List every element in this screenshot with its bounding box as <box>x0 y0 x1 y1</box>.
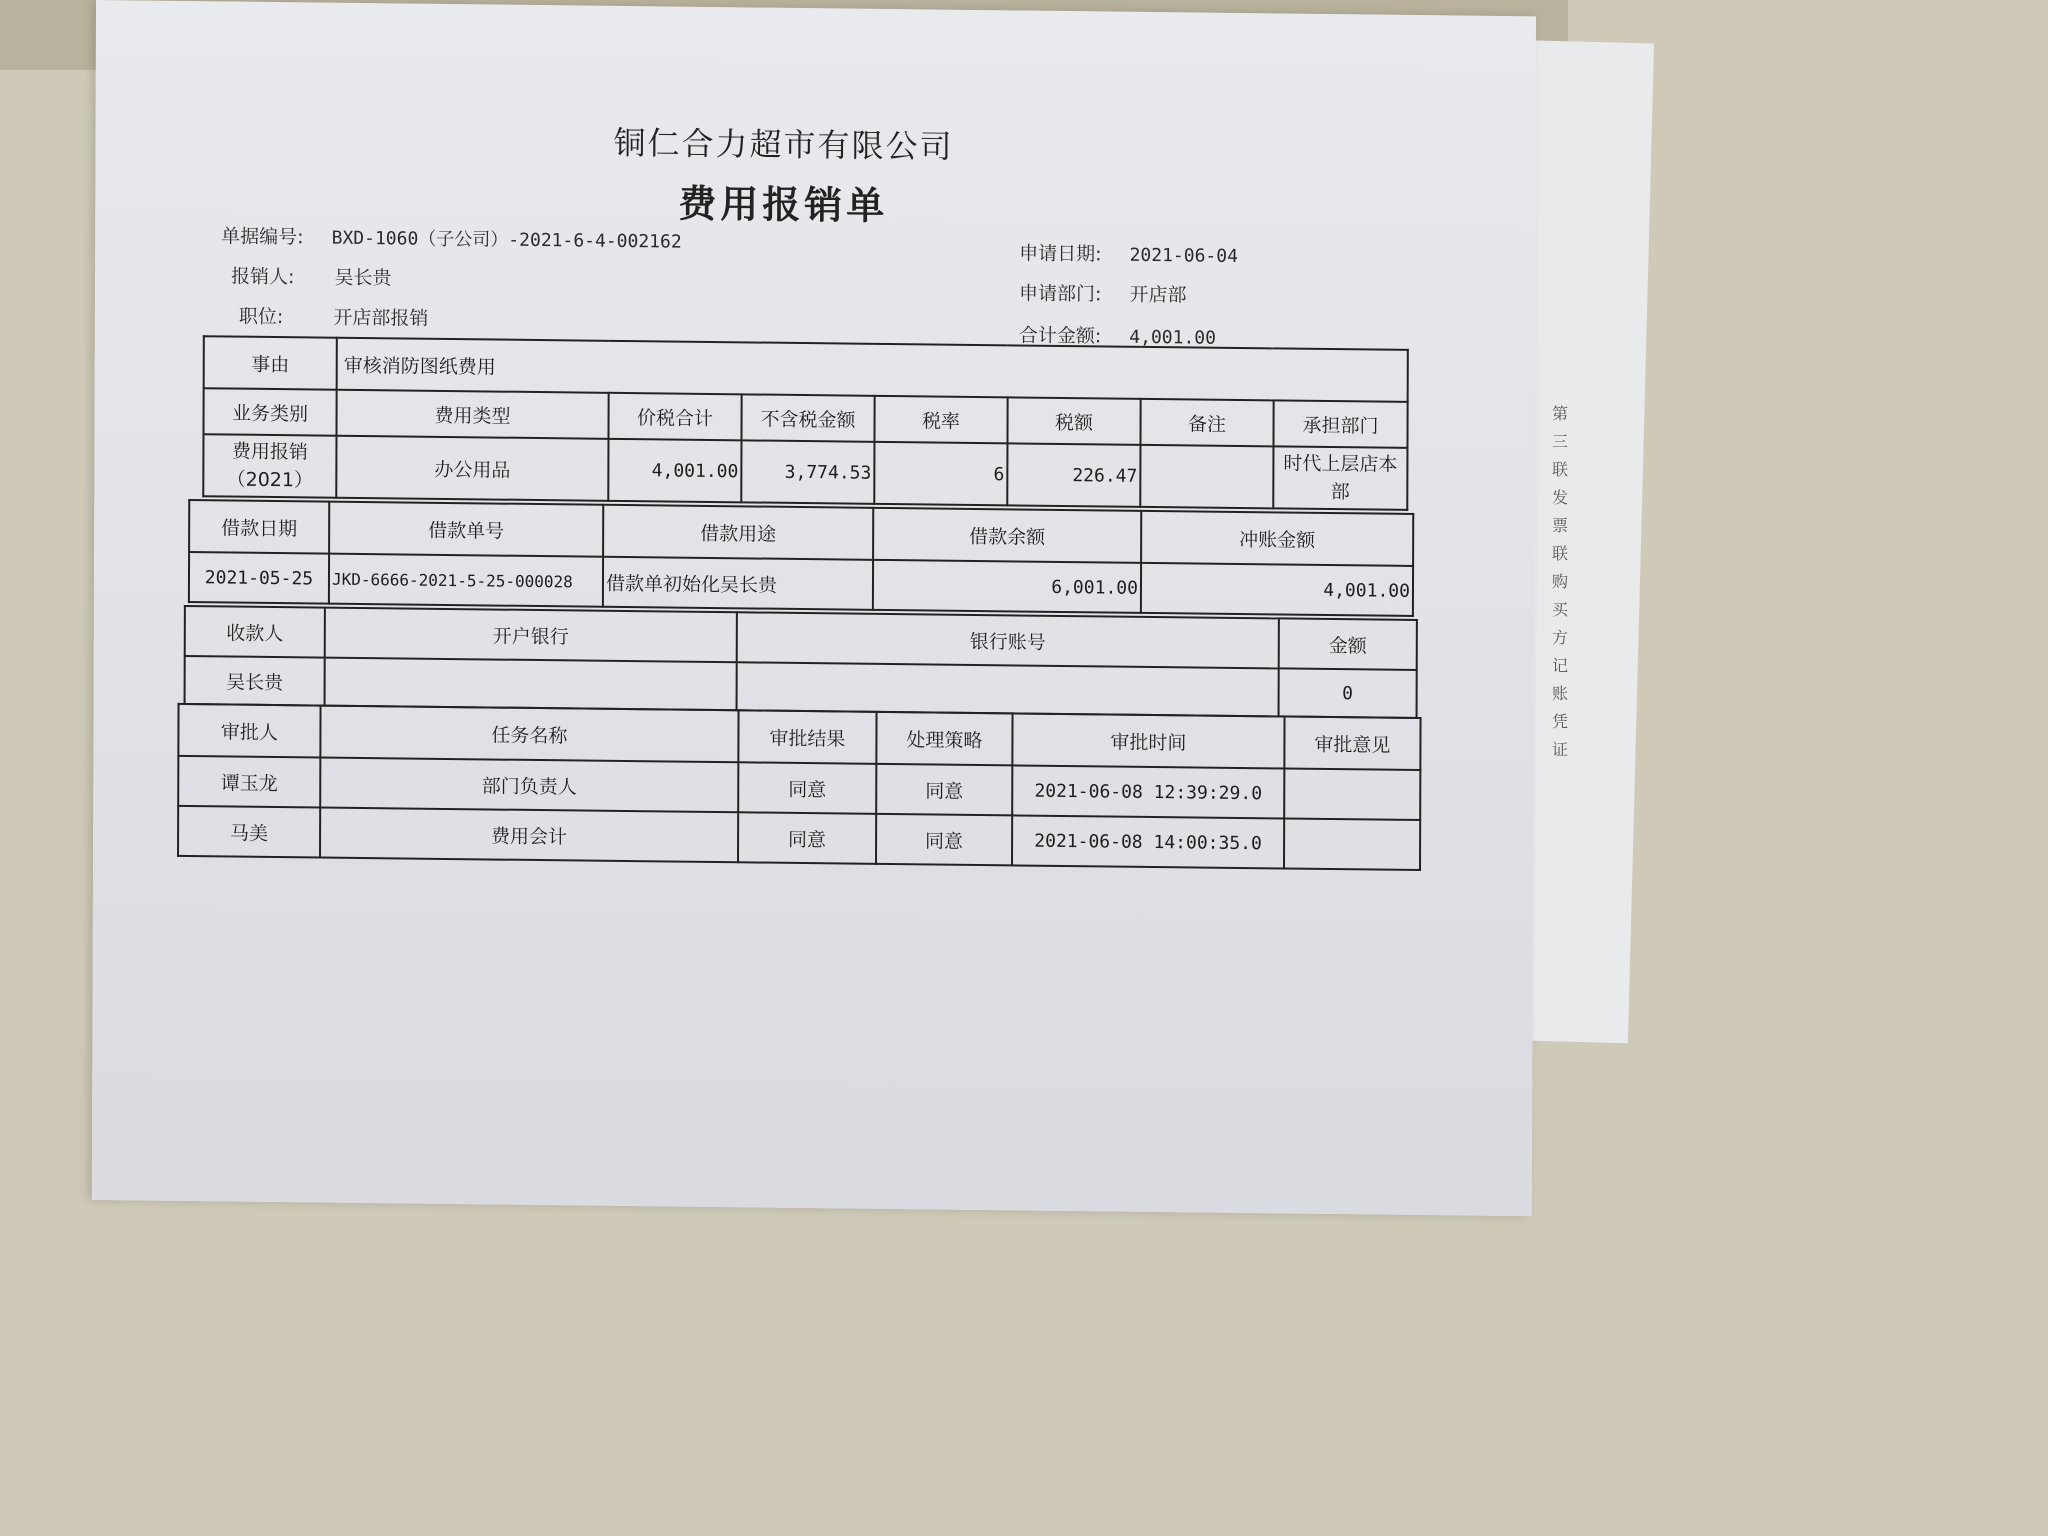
loan-balance-cell: 6,001.00 <box>873 560 1141 613</box>
approval-header-cell: 任务名称 <box>320 706 738 763</box>
approval-result-cell: 同意 <box>738 812 876 864</box>
approval-header-cell: 审批人 <box>178 704 320 758</box>
claimant-label: 报销人: <box>231 265 295 289</box>
payee-header-cell: 收款人 <box>185 606 325 658</box>
payee-header-cell: 开户银行 <box>325 608 737 663</box>
loan-number-cell: JKD-6666-2021-5-25-000028 <box>329 554 603 607</box>
strategy-cell: 同意 <box>876 764 1012 816</box>
position-row <box>239 302 429 331</box>
expense-header-cell: 备注 <box>1140 399 1273 447</box>
expense-data-row <box>203 434 1407 510</box>
doc-number-label: 单据编号: <box>221 225 304 249</box>
apply-date-value: 2021-06-04 <box>1129 244 1239 267</box>
payee-amount-cell: 0 <box>1279 668 1417 718</box>
claimant-row <box>231 262 392 291</box>
loan-header-cell: 借款用途 <box>603 505 873 560</box>
apply-date-label: 申请日期: <box>1019 242 1102 266</box>
expense-header-cell: 税额 <box>1007 397 1140 445</box>
task-name-cell: 费用会计 <box>320 808 738 863</box>
claimant-value: 吴长贵 <box>334 266 392 290</box>
dept-row <box>1019 278 1187 307</box>
form-title: 费用报销单 <box>678 181 889 228</box>
dept-value: 开店部 <box>1129 283 1187 307</box>
payee-header-cell: 银行账号 <box>737 612 1279 668</box>
reason-value: 审核消防图纸费用 <box>337 338 1408 402</box>
loan-header-cell: 借款单号 <box>329 502 603 557</box>
total-label: 合计金额: <box>1018 324 1102 348</box>
approver-cell: 马美 <box>178 806 320 858</box>
side-page-text: 第三联发票联购买方记账凭证 <box>1552 404 1569 759</box>
approval-time-cell: 2021-06-08 14:00:35.0 <box>1012 815 1284 868</box>
offset-amount-cell: 4,001.00 <box>1141 563 1413 616</box>
expense-header-cell: 业务类别 <box>203 388 336 436</box>
expense-header-cell: 费用类型 <box>336 390 608 439</box>
reason-label: 事由 <box>204 336 337 390</box>
apply-date-row <box>1019 238 1238 267</box>
approval-header-cell: 审批结果 <box>738 710 876 764</box>
total-with-tax-cell: 4,001.00 <box>608 439 741 503</box>
account-cell <box>737 662 1279 716</box>
loan-header-cell: 借款余额 <box>873 508 1141 563</box>
expense-header-cell: 税率 <box>874 396 1007 444</box>
expense-type-cell: 办公用品 <box>336 436 608 501</box>
bank-cell <box>325 658 737 711</box>
total-value: 4,001.00 <box>1129 326 1217 349</box>
loan-table <box>188 499 1414 617</box>
payee-header-cell: 金额 <box>1279 618 1417 670</box>
approval-table <box>177 703 1422 871</box>
approver-cell: 谭玉龙 <box>178 756 320 808</box>
expense-form-paper <box>92 0 1536 1216</box>
amount-excl-tax-cell: 3,774.53 <box>741 440 874 504</box>
approval-result-cell: 同意 <box>738 762 876 814</box>
doc-number-row <box>221 221 682 253</box>
position-label: 职位: <box>238 305 284 329</box>
loan-header-cell: 冲账金额 <box>1141 511 1413 566</box>
tax-rate-cell: 6 <box>874 442 1007 506</box>
loan-header-cell: 借款日期 <box>189 500 329 554</box>
business-category-cell: 费用报销（2021） <box>203 434 336 498</box>
approval-opinion-cell <box>1284 818 1420 870</box>
position-value: 开店部报销 <box>333 306 429 330</box>
expense-header-cell: 价税合计 <box>608 393 741 441</box>
dept-label: 申请部门: <box>1018 282 1102 306</box>
payee-table <box>184 605 1418 719</box>
expense-header-cell: 承担部门 <box>1273 400 1407 448</box>
loan-date-cell: 2021-05-25 <box>189 552 329 604</box>
company-name: 铜仁合力超市有限公司 <box>613 123 954 166</box>
approval-header-cell: 处理策略 <box>876 712 1012 766</box>
payee-name-cell: 吴长贵 <box>185 656 325 706</box>
doc-number-value: BXD-1060（子公司）-2021-6-4-002162 <box>331 227 682 253</box>
approval-opinion-cell <box>1284 768 1420 820</box>
approval-time-cell: 2021-06-08 12:39:29.0 <box>1012 765 1284 818</box>
tax-amount-cell: 226.47 <box>1007 443 1140 507</box>
task-name-cell: 部门负责人 <box>320 758 738 813</box>
strategy-cell: 同意 <box>876 814 1012 866</box>
expense-header-cell: 不含税金额 <box>741 394 874 442</box>
expense-table <box>202 335 1409 511</box>
remark-cell <box>1140 445 1273 509</box>
approval-header-cell: 审批时间 <box>1012 713 1284 768</box>
loan-purpose-cell: 借款单初始化吴长贵 <box>603 557 873 610</box>
approval-header-cell: 审批意见 <box>1284 716 1420 770</box>
bearing-dept-cell: 时代上层店本部 <box>1273 446 1407 510</box>
